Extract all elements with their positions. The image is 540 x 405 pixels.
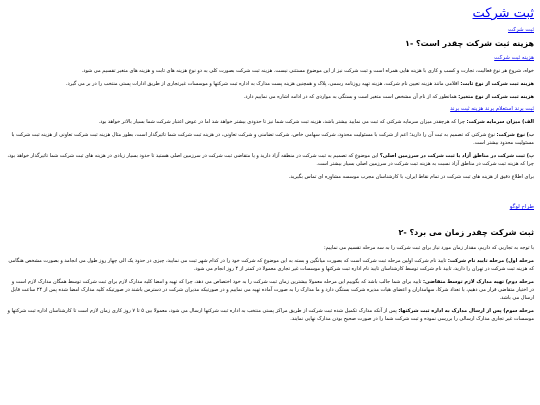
section1-closing: برای اطلاع دقیق از هزینه های ثبت شرکت در تمام نقاط ایران، با کارشناسان مجرب موسسه مشاوره ای تماس بگیرید. [288,174,534,180]
step-three [6,307,534,323]
item-capital-label: الف) میزان سرمایه شرکت: [466,119,534,125]
variable-cost-paragraph [6,93,534,101]
section2-heading: ثبت شرکت چقدر زمان می برد؟ -۲ [398,228,534,237]
section1-intro: خواه، شروع هر نوع فعالیت، تجارت و کسب و کاری با هزینه هایی همراه است و ثبت شرکت نیز از این موضوع مستثنی نیست. هزینه ثبت شرکت بصورت کلی به دو نوع هزینه های ثابت و هزینه های متغیر تقسیم می شود. [81,68,534,74]
step-one [6,257,534,273]
fixed-cost-label: هزینه ثبت شرکت از نوع ثابت: [460,81,534,87]
cost-subsection-link[interactable]: هزینه ثبت شرکت [494,55,534,61]
step-two [6,278,534,302]
site-title-link[interactable]: ثبت شرکت [472,6,534,21]
logo-design-link[interactable]: طراح لوگو [509,204,534,210]
step-three-label: مرحله سوم) پس از ارسال مدارک به اداره ثبت شرکتها: [398,308,534,314]
step-three-text: پس از آنکه مدارک تکمیل شده ثبت شرکت از طریق مراکز پستی منتخب به اداره ثبت شرکتها ارسال می شود، معمولا بین ۵ تا ۷ روز کاری زمان لازم است تا کارشناسان اداره ثبت شرکتها و موسسات غیر تجاری مدارک ارسالی را بررسی نموده و ثبت شرکت شما را در صورت صحیح بودن مدارک نهایی نمایند. [7,308,534,322]
step-one-text: تایید نام شرکت اولین مرحله ثبت شرکت است که بصورت میانگین و بسته به این موضوع که شرکت خود را در کدام شهر ثبت می نمایید، چیزی در حدود یک الی چهار روز طول می انجامد و بصورت مشخص هنگامی که هزینه ثبت شرکت در تهران را دارید، تایید نام شرکت توسط کارشناسان تایید نام اداره ثبت شرکتها و موسسات غیر تجاری معمولا در کمتر از ۴ روز انجام می شود. [8,258,534,272]
item-capital [6,118,534,126]
step-two-label: مرحله دوم) تهیه مدارک لازم توسط متقاضی: [423,279,534,285]
spacer [6,216,534,228]
section2-intro: با توجه به تجاربی که داریم، مقدار زمان مورد نیاز برای ثبت شرکت را به سه مرحله تقسیم می نماییم: [323,245,534,251]
item-company-type-text: نوع شرکتی که تصمیم به ثبت آن را دارید؛ اعم از شرکت با مسئولیت محدود، شرکت سهامی خاص، شرکت تضامنی و شرکت تعاونی، در هزینه ثبت شرکت شما تاثیرگذار است، بطور مثال هزینه ثبت شرکت تعاونی از هزینه ثبت شرکت با مسئولیت محدود بیشتر است. [11,132,534,146]
item-company-type [6,131,534,147]
fixed-cost-paragraph [6,80,534,88]
item-free-zone [6,152,534,168]
fixed-cost-text: اقلامی مانند هزینه تعیین نام شرکت، هزینه تهیه روزنامه رسمی، پلاک و همچنین هزینه پست مدارک به اداره ثبت شرکتها و موسسات غیرتجاری از طریق ادارات پستی منتخب را در بر می گیرد. [65,81,459,87]
item-free-zone-text: این موضوع که تصمیم به ثبت شرکت در منطقه آزاد دارید و یا متقاضی ثبت شرکت در سرزمین اصلی هستید تا حدود بسیار زیادی در هزینه های ثبت شرکت شما تاثیرگذار خواهد بود، چرا که هزینه ثبت شرکت در مناطق آزاد نسبت به هزینه ثبت شرکت در سرزمین اصلی بسیار بیشتر است. [7,153,534,167]
item-capital-text: چرا که هرچقدر میزان سرمایه شرکتی که ثبت می نمایید بیشتر باشد، هزینه ثبت شرکت شما نیز تا حدودی بیشتر خواهد شد اما در عوض اعتبار شرکت شما بسیار بالاتر خواهد بود. [98,119,465,125]
item-free-zone-label: پ) ثبت شرکت در مناطق آزاد یا ثبت شرکت در سرزمین اصلی؟ [379,153,534,159]
brand-links[interactable]: ثبت برند استعلام برند هزینه ثبت برند [450,106,534,112]
spacer [6,186,534,204]
variable-cost-label: هزینه ثبت شرکت از نوع متغیر: [458,94,534,100]
step-one-label: مرحله اول) مرحله تایید نام شرکت: [447,258,534,264]
step-two-text: تاییه برای شما جالب باشد که بگوییم این مرحله معمولا بیشترین زمان ثبت شرکت را به خود اختصاص می دهد، چرا که تهیه و امضا کلیه مدارک لازم برای ثبت شرکت توسط همگان مدارک لازم است و در اختیار متقاضی قرار می دهیم، با تعداد شرکا، سهامداران و اعضای هیات مدیره شرکت بستگی دارد و ما مدارک را به صورت آماده تهیه می نماییم و در صورتیکه مدیران شرکت در دسترس باشند در صورتیکه کلیه مدارک امضا شده پس از ۲۴ ساعت قابل ارسال می باشد. [10,279,534,301]
breadcrumb-link[interactable]: ثبت شرکت [507,27,534,33]
item-company-type-label: ب) نوع شرکت: [496,132,534,138]
section1-heading: هزینه ثبت شرکت چقدر است؟ -۱ [405,39,534,48]
variable-cost-text: همانطور که از نام آن مشخص است متغیر است و بستگی به مواردی که در ادامه اشاره می نماییم دارد. [243,94,457,100]
